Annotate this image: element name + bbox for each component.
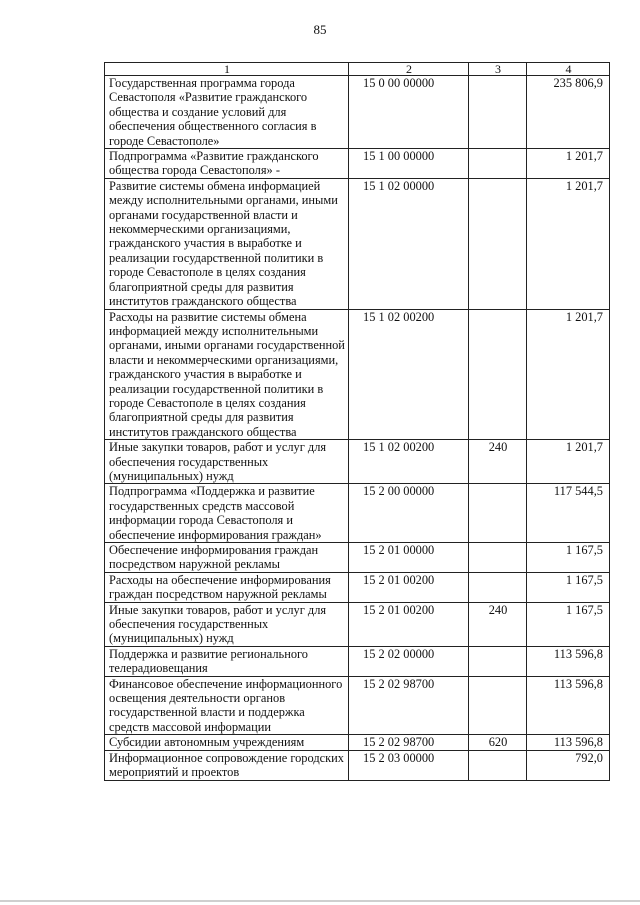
row-name: Подпрограмма «Поддержка и развитие государственных средств массовой информации города Севастополя и обеспечение информирования граждан» bbox=[105, 484, 349, 543]
row-type bbox=[469, 676, 527, 735]
row-sum: 1 167,5 bbox=[527, 572, 610, 602]
header-cell-sum: 4 bbox=[527, 63, 610, 76]
row-sum: 1 201,7 bbox=[527, 440, 610, 484]
row-code: 15 2 01 00200 bbox=[349, 572, 469, 602]
row-type bbox=[469, 178, 527, 309]
table-row bbox=[105, 76, 610, 149]
table-row bbox=[105, 440, 610, 484]
row-sum: 117 544,5 bbox=[527, 484, 610, 543]
row-code: 15 2 01 00000 bbox=[349, 543, 469, 573]
row-sum: 113 596,8 bbox=[527, 646, 610, 676]
table-row bbox=[105, 735, 610, 750]
row-code: 15 1 02 00200 bbox=[349, 440, 469, 484]
row-type bbox=[469, 76, 527, 149]
row-sum: 1 167,5 bbox=[527, 602, 610, 646]
row-sum: 792,0 bbox=[527, 750, 610, 780]
table-row bbox=[105, 309, 610, 440]
header-cell-type: 3 bbox=[469, 63, 527, 76]
row-name: Развитие системы обмена информацией между исполнительными органами, иными органами государственной власти и некоммерческими организациями, гражданского участия в выработке и реализации государственной политики в городе Севастополе в целях создания благоприятной среды для развития институтов гражданского общества bbox=[105, 178, 349, 309]
table-row bbox=[105, 149, 610, 179]
row-code: 15 1 02 00200 bbox=[349, 309, 469, 440]
row-type bbox=[469, 750, 527, 780]
row-sum: 113 596,8 bbox=[527, 735, 610, 750]
row-type bbox=[469, 484, 527, 543]
row-type bbox=[469, 543, 527, 573]
budget-table bbox=[104, 62, 610, 781]
row-code: 15 2 02 98700 bbox=[349, 676, 469, 735]
table-row bbox=[105, 750, 610, 780]
row-sum: 1 167,5 bbox=[527, 543, 610, 573]
row-code: 15 2 01 00200 bbox=[349, 602, 469, 646]
page-number: 85 bbox=[313, 22, 327, 37]
row-code: 15 1 00 00000 bbox=[349, 149, 469, 179]
row-type bbox=[469, 149, 527, 179]
row-sum: 1 201,7 bbox=[527, 149, 610, 179]
row-name: Субсидии автономным учреждениям bbox=[105, 735, 349, 750]
row-type bbox=[469, 309, 527, 440]
row-type: 240 bbox=[469, 602, 527, 646]
row-name: Государственная программа города Севастополя «Развитие гражданского общества и создание условий для обеспечения общественного согласия в городе Севастополе» bbox=[105, 76, 349, 149]
scan-edge-line bbox=[0, 900, 640, 902]
table-row bbox=[105, 676, 610, 735]
table-row bbox=[105, 543, 610, 573]
row-code: 15 2 03 00000 bbox=[349, 750, 469, 780]
row-name: Информационное сопровождение городских мероприятий и проектов bbox=[105, 750, 349, 780]
row-code: 15 0 00 00000 bbox=[349, 76, 469, 149]
header-cell-name: 1 bbox=[105, 63, 349, 76]
table-row bbox=[105, 572, 610, 602]
row-code: 15 2 02 98700 bbox=[349, 735, 469, 750]
row-sum: 1 201,7 bbox=[527, 178, 610, 309]
table-row bbox=[105, 602, 610, 646]
table-row bbox=[105, 484, 610, 543]
row-name: Иные закупки товаров, работ и услуг для обеспечения государственных (муниципальных) нужд bbox=[105, 602, 349, 646]
row-type: 620 bbox=[469, 735, 527, 750]
row-sum: 235 806,9 bbox=[527, 76, 610, 149]
row-type: 240 bbox=[469, 440, 527, 484]
row-sum: 113 596,8 bbox=[527, 676, 610, 735]
row-name: Финансовое обеспечение информационного освещения деятельности органов государственной власти и поддержка средств массовой информации bbox=[105, 676, 349, 735]
row-name: Расходы на развитие системы обмена информацией между исполнительными органами, иными органами государственной власти и некоммерческими организациями, гражданского участия в выработке и реализации государственной политики в городе Севастополе в целях создания благоприятной среды для развития институтов гражданского общества bbox=[105, 309, 349, 440]
row-code: 15 2 00 00000 bbox=[349, 484, 469, 543]
row-type bbox=[469, 646, 527, 676]
row-name: Расходы на обеспечение информирования граждан посредством наружной рекламы bbox=[105, 572, 349, 602]
row-name: Иные закупки товаров, работ и услуг для обеспечения государственных (муниципальных) нужд bbox=[105, 440, 349, 484]
row-code: 15 2 02 00000 bbox=[349, 646, 469, 676]
row-sum: 1 201,7 bbox=[527, 309, 610, 440]
row-name: Подпрограмма «Развитие гражданского общества города Севастополя» - bbox=[105, 149, 349, 179]
table-row bbox=[105, 178, 610, 309]
table-header-row bbox=[105, 63, 610, 76]
row-type bbox=[469, 572, 527, 602]
row-name: Обеспечение информирования граждан посредством наружной рекламы bbox=[105, 543, 349, 573]
table-row bbox=[105, 646, 610, 676]
row-code: 15 1 02 00000 bbox=[349, 178, 469, 309]
header-cell-code: 2 bbox=[349, 63, 469, 76]
row-name: Поддержка и развитие регионального телерадиовещания bbox=[105, 646, 349, 676]
